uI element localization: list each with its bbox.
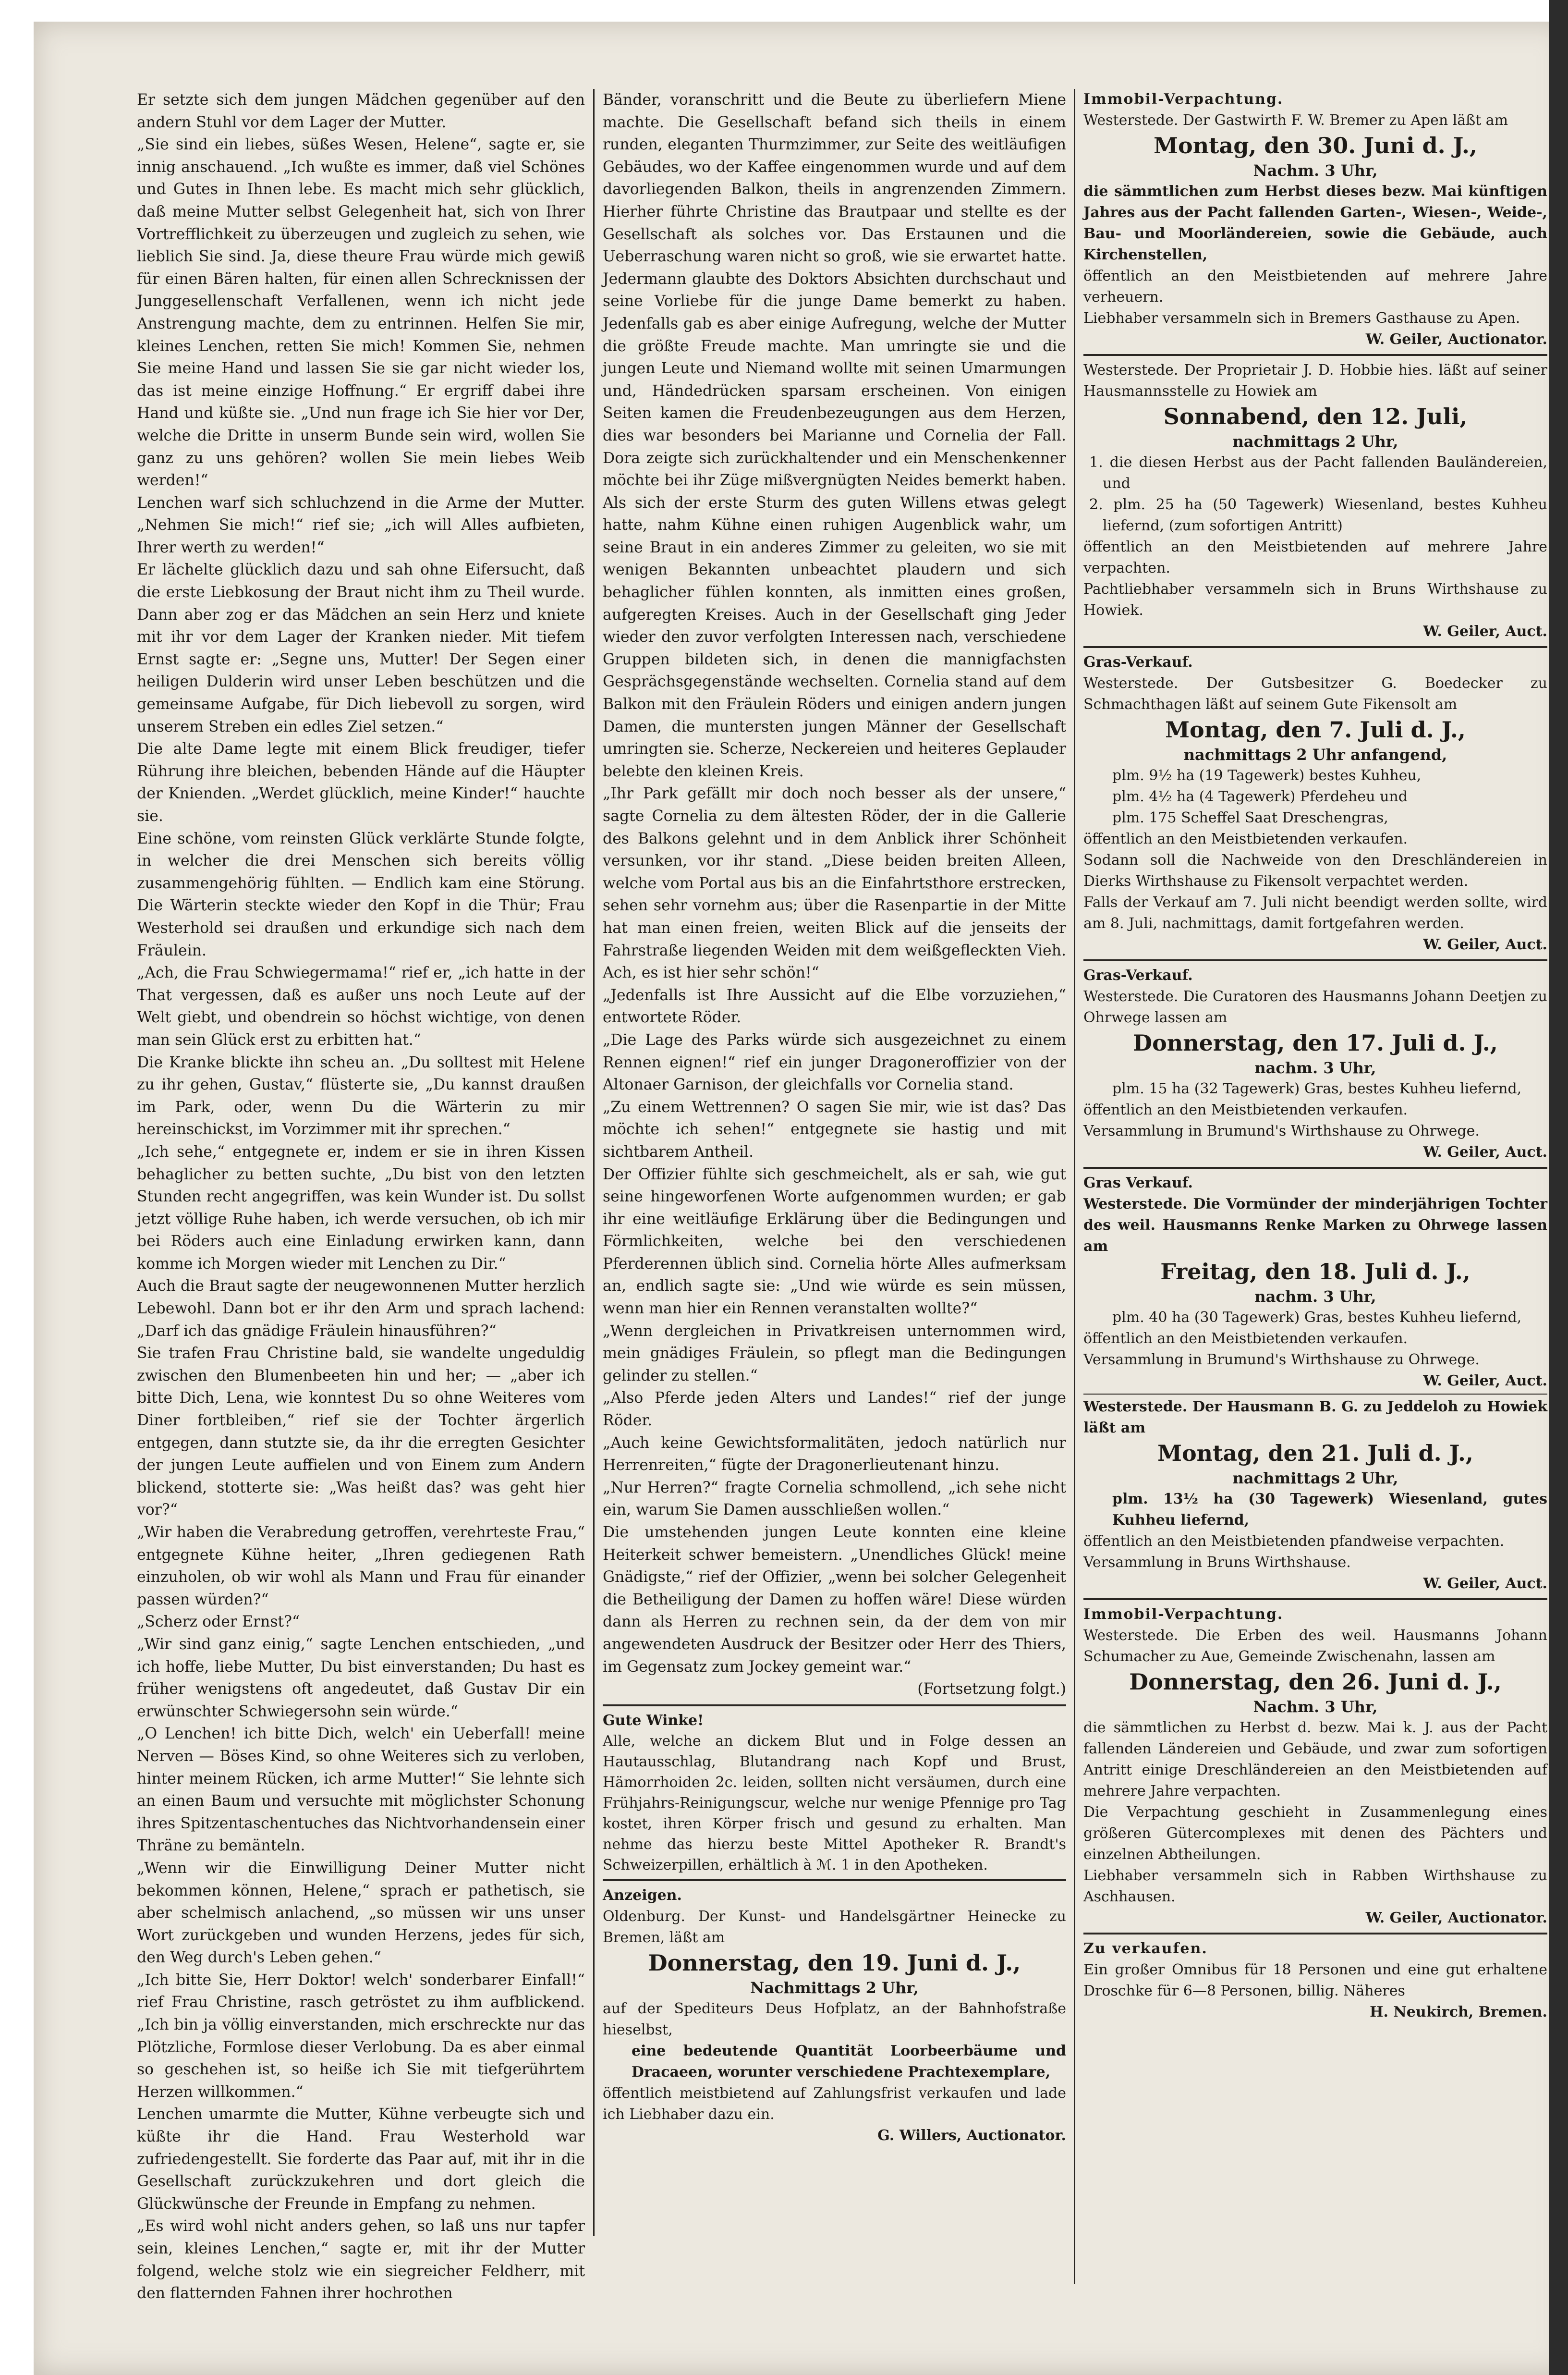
- ad-time: nachm. 3 Uhr,: [1254, 1059, 1376, 1077]
- ad-body: öffentlich meistbietend auf Zahlungsfrist verkaufen und lade ich Liebhaber dazu ein.: [603, 2084, 1066, 2123]
- paragraph: Bänder, voranschritt und die Beute zu überliefern Miene machte. Die Gesellschaft befand sich theils in einem runden, eleganten Thurmzimmer, zur Seite des weitläufigen Gebäudes, wo der Kaffee eingenommen wurde und auf dem davorliegenden Balkon, theils in angrenzenden Zimmern. Hierher führte Christine das Brautpaar und stellte es der Gesellschaft als solches vor. Das Erstaunen und die Ueberraschung waren nicht so groß, wie sie erwartet hatte. Jedermann glaubte des Doktors Absichten durchschaut und seine Vorliebe für die junge Dame bemerkt zu haben. Jedenfalls gab es aber einige Aufregung, welche der Mutter die größte Freude machte. Man umringte sie und die jungen Leute und Niemand wollte mit seinen Umarmungen und, Händedrücken sparsam erscheinen. Von einigen Seiten kamen die Freudenbezeugungen aus dem Herzen, dies war besonders bei Marianne und Cornelia der Fall. Dora zeigte sich zurückhaltender und ein Menschenkenner möchte bei ihr Züge mißvergnügten Neides bemerkt haben. Als sich der erste Sturm des guten Willens etwas gelegt hatte, nahm Kühne einen ruhigen Augenblick wahr, um seine Braut in ein anderes Zimmer zu geleiten, wo sie mit wenigen Bekannten unbeachtet plaudern und sich behaglicher fühlen konnten, als inmitten eines großen, aufgeregten Kreises. Auch in der Gesellschaft ging Jeder wieder den zuvor verfolgten Interessen nach, verschiedene Gruppen bildeten sich, in denen die mannigfachsten Gesprächsgegenstände wechselten. Cornelia stand auf dem Balkon mit den Fräulein Röders und einigen andern jungen Damen, die muntersten jungen Männer der Gesellschaft umringten sie. Scherze, Neckereien und heiteres Geplauder belebte den kleinen Kreis.: [603, 91, 1066, 780]
- ad-item: plm. 9½ ha (19 Tagewerk) bestes Kuhheu,: [1112, 767, 1422, 784]
- paragraph: Auch die Braut sagte der neugewonnenen Mutter herzlich Lebewohl. Dann bot er ihr den Arm und sprach lachend: „Darf ich das gnädige Fräulein hinausführen?“: [137, 1277, 585, 1340]
- ad-item: 2. plm. 25 ha (50 Tagewerk) Wiesenland, bestes Kuhheu liefernd, (zum sofortigen Antritt): [1089, 496, 1547, 534]
- paragraph: „Es wird wohl nicht anders gehen, so laß uns nur tapfer sein, kleines Lenchen,“ sagte er, mit ihr der Mutter folgend, welche stolz wie ein siegreicher Feldherr, mit den flatternden Fahnen ihrer hochrothen: [137, 2217, 585, 2302]
- ad-signature: W. Geiler, Auctionator.: [1365, 331, 1547, 348]
- divider: [603, 1704, 1066, 1706]
- paragraph: Lenchen umarmte die Mutter, Kühne verbeugte sich und küßte ihr die Hand. Frau Westerhold war zufriedengestellt. Sie forderte das Paar auf, mit ihr in die Gesellschaft zurückzukehren und dort gleich die Glückwünsche der Freunde in Empfang zu nehmen.: [137, 2106, 585, 2213]
- notice-title: Gute Winke!: [603, 1712, 704, 1729]
- ad-body: Liebhaber versammeln sich in Rabben Wirthshause zu Aschhausen.: [1083, 1867, 1547, 1905]
- ad-time: nachm. 3 Uhr,: [1254, 1287, 1376, 1306]
- ad-intro: Westerstede. Der Proprietair J. D. Hobbie hies. läßt auf seiner Hausmannsstelle zu Howiek am: [1083, 362, 1547, 400]
- ad-date: Freitag, den 18. Juli d. J.,: [1160, 1259, 1471, 1285]
- ad-intro: Oldenburg. Der Kunst- und Handelsgärtner Heinecke zu Bremen, läßt am: [603, 1908, 1066, 1946]
- divider: [603, 1879, 1066, 1881]
- ad-signature: G. Willers, Auctionator.: [877, 2127, 1066, 2144]
- paragraph: „Sie sind ein liebes, süßes Wesen, Helene“, sagte er, sie innig anschauend. „Ich wußte es immer, daß viel Schönes und Gutes in Ihnen lebe. Es macht mich sehr glücklich, daß meine Mutter selbst Gelegenheit hat, sich von Ihrer Vortrefflichkeit zu überzeugen und zugleich zu sehen, wie lieblich Sie sind. Ja, diese theure Frau würde mich gewiß für einen Bären halten, für einen allen Schrecknissen der Junggesellenschaft Verfallenen, wenn ich nicht jede Anstrengung machte, dem zu entrinnen. Helfen Sie mir, kleines Lenchen, retten Sie mich! Kommen Sie, nehmen Sie meine Hand und lassen Sie sie gar nicht wieder los, das ist meine einzige Hoffnung.“ Er ergriff dabei ihre Hand und küßte sie. „Und nun frage ich Sie hier vor Der, welche die Dritte in unserm Bunde sein wird, wollen Sie ganz zu uns gehören? wollen Sie mein liebes Weib werden!“: [137, 136, 585, 490]
- ads-column: [1083, 89, 1547, 2023]
- ad-item: plm. 13½ ha (30 Tagewerk) Wiesenland, gutes Kuhheu liefernd,: [1112, 1491, 1547, 1529]
- ad-signature: W. Geiler, Auct.: [1423, 1372, 1547, 1389]
- paragraph: „Scherz oder Ernst?“: [137, 1613, 300, 1631]
- paragraph: Die alte Dame legte mit einem Blick freudiger, tiefer Rührung ihre bleichen, bebenden Hände auf die Häupter der Knienden. „Werdet glücklich, meine Kinder!“ hauchte sie.: [137, 740, 585, 825]
- ad-body: Liebhaber versammeln sich in Bremers Gasthause zu Apen.: [1083, 310, 1520, 327]
- ad-time: nachmittags 2 Uhr anfangend,: [1183, 746, 1447, 764]
- ad-heading: Gras Verkauf.: [1083, 1175, 1193, 1191]
- ad-intro: Westerstede. Die Erben des weil. Hausmanns Johann Schumacher zu Aue, Gemeinde Zwischenahn, lassen am: [1083, 1627, 1547, 1665]
- paragraph: Der Offizier fühlte sich geschmeichelt, als er sah, wie gut seine hingeworfenen Worte aufgenommen wurden; er gab ihr eine weitläufige Erklärung über die Bedingungen und Förmlichkeiten, welche bei den verschiedenen Pferderennen üblich sind. Cornelia hörte Alles aufmerksam an, endlich sagte sie: „Und wie würde es sein müssen, wenn man hier ein Rennen veranstalten wollte?“: [603, 1165, 1066, 1318]
- ad-time: Nachmittags 2 Uhr,: [750, 1978, 919, 1997]
- ad-item: plm. 4½ ha (4 Tagewerk) Pferdeheu und: [1112, 788, 1408, 805]
- notice-text: Alle, welche an dickem Blut und in Folge dessen an Hautausschlag, Blutandrang nach Kopf und Brust, Hämorrhoiden 2c. leiden, sollten nicht versäumen, durch eine Frühjahrs-Reinigungscur, welche nur wenige Pfennige pro Tag kostet, ihren Körper frisch und gesund zu erhalten. Man nehme das hierzu beste Mittel Apotheker R. Brandt's Schweizerpillen, erhältlich à ℳ. 1 in den Apotheken.: [603, 1732, 1066, 1873]
- ad-gras-boedecker: [1083, 652, 1547, 955]
- paragraph: „Ich sehe,“ entgegnete er, indem er sie in ihren Kissen behaglicher zu betten suchte, „Du bist von den letzten Stunden recht angegriffen, was kein Wunder ist. Du sollst jetzt völlige Ruhe haben, ich werde versuchen, ob ich mir bei Röders auch eine Einladung erwirken kann, dann komme ich Morgen wieder mit Lenchen zu Dir.“: [137, 1143, 585, 1273]
- anzeigen-heading: Anzeigen.: [603, 1886, 682, 1904]
- ad-date: Donnerstag, den 26. Juni d. J.,: [1129, 1669, 1502, 1695]
- column-rule-2: [1074, 89, 1075, 2284]
- column-rule-1: [593, 89, 595, 2236]
- ad-body: Versammlung in Brumund's Wirthshause zu Ohrwege.: [1083, 1351, 1480, 1368]
- ad-date: Montag, den 30. Juni d. J.,: [1154, 133, 1477, 159]
- paragraph: „Nur Herren?“ fragte Cornelia schmollend, „ich sehe nicht ein, warum Sie Damen ausschließen wollen.“: [603, 1479, 1066, 1519]
- paragraph: Er setzte sich dem jungen Mädchen gegenüber auf den andern Stuhl vor dem Lager der Mutter.: [137, 91, 585, 131]
- divider: [1083, 354, 1547, 356]
- ad-body: öffentlich an den Meistbietenden verkaufen.: [1083, 1330, 1408, 1347]
- paragraph: „Ich bitte Sie, Herr Doktor! welch' sonderbarer Einfall!“ rief Frau Christine, rasch getröstet zu ihm aufblickend. „Ich bin ja völlig einverstanden, mich erschreckte nur das Plötzliche, Formlose dieser Verlobung. Da es aber einmal so geschehen ist, so heiße ich Sie mit tiefgerührtem Herzen willkommen.“: [137, 1971, 585, 2101]
- paragraph: Sie trafen Frau Christine bald, sie wandelte ungeduldig zwischen den Blumenbeeten hin und her; — „aber ich bitte Dich, Lena, wie konntest Du so ohne Weiteres vom Diner fortbleiben,“ rief sie der Tochter ärgerlich entgegen, dann stutzte sie, da ihr die erregten Gesichter der jungen Leute auffielen und von Einem zum Andern blickend, stotterte sie: „Was heißt das? was geht hier vor?“: [137, 1345, 585, 1519]
- ad-signature: H. Neukirch, Bremen.: [1370, 2004, 1547, 2020]
- ad-hobbie: [1083, 360, 1547, 642]
- ad-signature: W. Geiler, Auct.: [1423, 623, 1547, 640]
- ad-intro: Westerstede. Der Hausmann B. G. zu Jeddeloh zu Howiek läßt am: [1083, 1398, 1547, 1436]
- ad-immobil-bremer: [1083, 89, 1547, 350]
- divider: [1083, 1394, 1547, 1395]
- ad-time: Nachm. 3 Uhr,: [1253, 1698, 1378, 1716]
- scan-edge: [1549, 0, 1568, 2375]
- ad-date: Montag, den 7. Juli d. J.,: [1165, 717, 1466, 743]
- ad-date: Montag, den 21. Juli d. J.,: [1157, 1440, 1473, 1466]
- paragraph: „Jedenfalls ist Ihre Aussicht auf die Elbe vorzuziehen,“ entwortete Röder.: [603, 986, 1066, 1027]
- paragraph: „Zu einem Wettrennen? O sagen Sie mir, wie ist das? Das möchte ich sehen!“ entgegnete sie hastig und mit sichtbarem Antheil.: [603, 1098, 1066, 1161]
- ad-jeddeloh: [1083, 1396, 1547, 1594]
- ad-body: öffentlich an den Meistbietenden pfandweise verpachten.: [1083, 1533, 1505, 1550]
- ad-intro: Westerstede. Der Gastwirth F. W. Bremer zu Apen läßt am: [1083, 112, 1508, 129]
- ad-signature: W. Geiler, Auct.: [1423, 936, 1547, 953]
- ad-date: Sonnabend, den 12. Juli,: [1163, 404, 1468, 429]
- divider: [1083, 1598, 1547, 1600]
- paragraph: „Wenn dergleichen in Privatkreisen unternommen wird, mein gnädiges Fräulein, so pflegt man die Bedingungen gelinder zu stellen.“: [603, 1322, 1066, 1384]
- ad-body: Pachtliebhaber versammeln sich in Bruns Wirthshause zu Howiek.: [1083, 581, 1547, 619]
- paragraph: „O Lenchen! ich bitte Dich, welch' ein Ueberfall! meine Nerven — Böses Kind, so ohne Weiteres sich zu verloben, hinter meinem Rücken, ich arme Mutter!“ Sie lehnte sich an einen Baum und versuchte mit möglichster Schonung ihres Spitzentaschentuches das Nichtvorhandensein einer Thräne zu bemänteln.: [137, 1725, 585, 1855]
- ad-body: eine bedeutende Quantität Loorbeerbäume und Dracaeen, worunter verschiedene Prachtexemplare,: [632, 2042, 1066, 2081]
- ad-date: Donnerstag, den 17. Juli d. J.,: [1133, 1030, 1498, 1056]
- paragraph: „Die Lage des Parks würde sich ausgezeichnet zu einem Rennen eignen!“ rief ein junger Dragoneroffizier von der Altonaer Garnison, der gleichfalls vor Cornelia stand.: [603, 1031, 1066, 1094]
- continuation-note: (Fortsetzung folgt.): [917, 1680, 1066, 1698]
- ad-intro: Westerstede. Die Curatoren des Hausmanns Johann Deetjen zu Ohrwege lassen am: [1083, 988, 1547, 1026]
- paragraph: „Ach, die Frau Schwiegermama!“ rief er, „ich hatte in der That vergessen, daß es außer uns noch Leute auf der Welt giebt, und obendrein so höchst wichtige, von denen man sein Glück erst zu erbitten hat.“: [137, 964, 585, 1049]
- ad-body: Versammlung in Bruns Wirthshause.: [1083, 1554, 1351, 1571]
- ad-item: plm. 40 ha (30 Tagewerk) Gras, bestes Kuhheu liefernd,: [1112, 1309, 1522, 1326]
- ad-signature: W. Geiler, Auctionator.: [1365, 1910, 1547, 1926]
- ad-gras-deetjen: [1083, 965, 1547, 1163]
- divider: [1083, 1933, 1547, 1934]
- ad-body: auf der Spediteurs Deus Hofplatz, an der Bahnhofstraße hieselbst,: [603, 2000, 1066, 2038]
- ad-item: plm. 15 ha (32 Tagewerk) Gras, bestes Kuhheu liefernd,: [1112, 1080, 1522, 1097]
- ad-body: die sämmtlichen zu Herbst d. bezw. Mai k. J. aus der Pacht fallenden Ländereien und Gebäude, und zwar zum sofortigen Antritt einige Dreschländereien an den Meistbietenden auf mehrere Jahre verpachten.: [1083, 1719, 1547, 1800]
- ad-signature: W. Geiler, Auct.: [1423, 1575, 1547, 1592]
- ad-item: 1. die diesen Herbst aus der Pacht fallenden Bauländereien, und: [1089, 454, 1547, 492]
- ad-body: öffentlich an den Meistbietenden verkaufen.: [1083, 1102, 1408, 1118]
- divider: [1083, 959, 1547, 961]
- paragraph: „Also Pferde jeden Alters und Landes!“ rief der junge Röder.: [603, 1389, 1066, 1430]
- ad-heading: Immobil-Verpachtung.: [1083, 1606, 1284, 1623]
- ad-body: öffentlich an den Meistbietenden verkaufen.: [1083, 831, 1408, 847]
- ad-heading: Immobil-Verpachtung.: [1083, 91, 1284, 108]
- ad-oldenburg: [603, 1885, 1066, 2146]
- notice-box: [603, 1710, 1066, 1875]
- ad-heading: Zu verkaufen.: [1083, 1940, 1208, 1957]
- paragraph: Lenchen warf sich schluchzend in die Arme der Mutter. „Nehmen Sie mich!“ rief sie; „ich will Alles aufbieten, Ihrer werth zu werden!“: [137, 494, 585, 556]
- ad-immobil-schumacher: [1083, 1604, 1547, 1929]
- ad-time: nachmittags 2 Uhr,: [1232, 432, 1398, 451]
- paragraph: Eine schöne, vom reinsten Glück verklärte Stunde folgte, in welcher die drei Menschen sich bereits völlig zusammengehörig fühlten. — Endlich kam eine Störung. Die Wärterin steckte wieder den Kopf in die Thür; Frau Westerhold sei draußen und erkundige sich nach dem Fräulein.: [137, 830, 585, 959]
- paragraph: „Auch keine Gewichtsformalitäten, jedoch natürlich nur Herrenreiten,“ fügte der Dragonerlieutenant hinzu.: [603, 1434, 1066, 1474]
- ad-intro: Westerstede. Die Vormünder der minderjährigen Tochter des weil. Hausmanns Renke Marken zu Ohrwege lassen am: [1083, 1196, 1547, 1255]
- paragraph: Die umstehenden jungen Leute konnten eine kleine Heiterkeit schwer bemeistern. „Unendliches Glück! meine Gnädigste,“ rief der Offizier, „wenn bei solcher Gelegenheit die Betheiligung der Damen zu hoffen wäre! Diese würden dann als Herren zu rechnen sein, da der dem von mir angewendeten Ausdruck der Besitzer oder Herr des Thiers, im Gegensatz zum Jockey gemeint war.“: [603, 1524, 1066, 1676]
- paragraph: „Wir sind ganz einig,“ sagte Lenchen entschieden, „und ich hoffe, liebe Mutter, Du bist einverstanden; Du hast es früher wenigstens oft angedeutet, daß Gustav Dir ein erwünschter Schwiegersohn sein würde.“: [137, 1635, 585, 1720]
- ad-signature: W. Geiler, Auct.: [1423, 1144, 1547, 1161]
- story-column-1: [137, 89, 585, 2305]
- paragraph: „Wir haben die Verabredung getroffen, verehrteste Frau,“ entgegnete Kühne heiter, „Ihren gediegenen Rath einzuholen, ob wir wohl als Mann und Frau für einander passen würden?“: [137, 1524, 585, 1608]
- ad-time: Nachm. 3 Uhr,: [1253, 161, 1378, 180]
- divider: [1083, 1167, 1547, 1169]
- ad-body: die sämmtlichen zum Herbst dieses bezw. Mai künftigen Jahres aus der Pacht fallenden Garten-, Wiesen-, Weide-, Bau- und Moorländereien, sowie die Gebäude, auch Kirchenstellen,: [1083, 183, 1547, 263]
- ad-body: Sodann soll die Nachweide von den Dreschländereien in Dierks Wirthshause zu Fikensolt verpachtet werden.: [1083, 852, 1547, 890]
- ad-body: öffentlich an den Meistbietenden auf mehrere Jahre verpachten.: [1083, 539, 1547, 576]
- story-column-2: [603, 89, 1066, 2146]
- paragraph: Die Kranke blickte ihn scheu an. „Du solltest mit Helene zu ihr gehen, Gustav,“ flüsterte sie, „Du kannst draußen im Park, oder, wenn Du die Wärterin zu mir hereinschickst, im Vorzimmer mit ihr sprechen.“: [137, 1053, 585, 1139]
- ad-intro: Westerstede. Der Gutsbesitzer G. Boedecker zu Schmachthagen läßt auf seinem Gute Fikensolt am: [1083, 675, 1547, 713]
- ad-heading: Gras-Verkauf.: [1083, 654, 1193, 671]
- divider: [1083, 646, 1547, 648]
- ad-item: plm. 175 Scheffel Saat Dreschengras,: [1112, 809, 1388, 826]
- ad-body: Versammlung in Brumund's Wirthshause zu Ohrwege.: [1083, 1123, 1480, 1139]
- ad-body: Falls der Verkauf am 7. Juli nicht beendigt werden sollte, wird am 8. Juli, nachmittags, damit fortgefahren werden.: [1083, 894, 1547, 932]
- ad-body: öffentlich an den Meistbietenden auf mehrere Jahre verheuern.: [1083, 268, 1547, 306]
- ad-gras-marken: [1083, 1173, 1547, 1392]
- ad-verkaufen: [1083, 1938, 1547, 2023]
- paragraph: „Wenn wir die Einwilligung Deiner Mutter nicht bekommen können, Helene,“ sprach er pathetisch, sie aber schelmisch anlachend, „so müssen wir uns unser Wort zurückgeben und wunden Herzens, jedes für sich, den Weg durch's Leben gehen.“: [137, 1859, 585, 1967]
- ad-body: Die Verpachtung geschieht in Zusammenlegung eines größeren Gütercomplexes mit denen des Pächters und einzelnen Abtheilungen.: [1083, 1804, 1547, 1863]
- ad-date: Donnerstag, den 19. Juni d. J.,: [648, 1949, 1021, 1976]
- ad-time: nachmittags 2 Uhr,: [1232, 1469, 1398, 1487]
- paragraph: Er lächelte glücklich dazu und sah ohne Eifersucht, daß die erste Liebkosung der Braut nicht ihm zu Theil wurde. Dann aber zog er das Mädchen an sein Herz und kniete mit ihr vor dem Lager der Kranken nieder. Mit tiefem Ernst sagte er: „Segne uns, Mutter! Der Segen einer heiligen Dulderin wird unser Leben beschützen und die gemeinsame Aufgabe, für Dich liebevoll zu sorgen, wird unserem Streben ein edles Ziel setzen.“: [137, 561, 585, 735]
- ad-heading: Gras-Verkauf.: [1083, 967, 1193, 984]
- paragraph: „Ihr Park gefällt mir doch noch besser als der unsere,“ sagte Cornelia zu dem ältesten Röder, der in die Gallerie des Balkons gelehnt und in dem Anblick ihrer Schönheit versunken, vor ihr stand. „Diese beiden breiten Alleen, welche vom Portal aus bis an die Einfahrtsthore erstrecken, sehen sehr vornehm aus; über die Rasenpartie in der Mitte hat man einen freien, weiten Blick auf die jenseits der Fahrstraße liegenden Weiden mit dem weißgefleckten Vieh. Ach, es ist hier sehr schön!“: [603, 785, 1066, 982]
- ad-body: Ein großer Omnibus für 18 Personen und eine gut erhaltene Droschke für 6—8 Personen, billig. Näheres: [1083, 1961, 1547, 1999]
